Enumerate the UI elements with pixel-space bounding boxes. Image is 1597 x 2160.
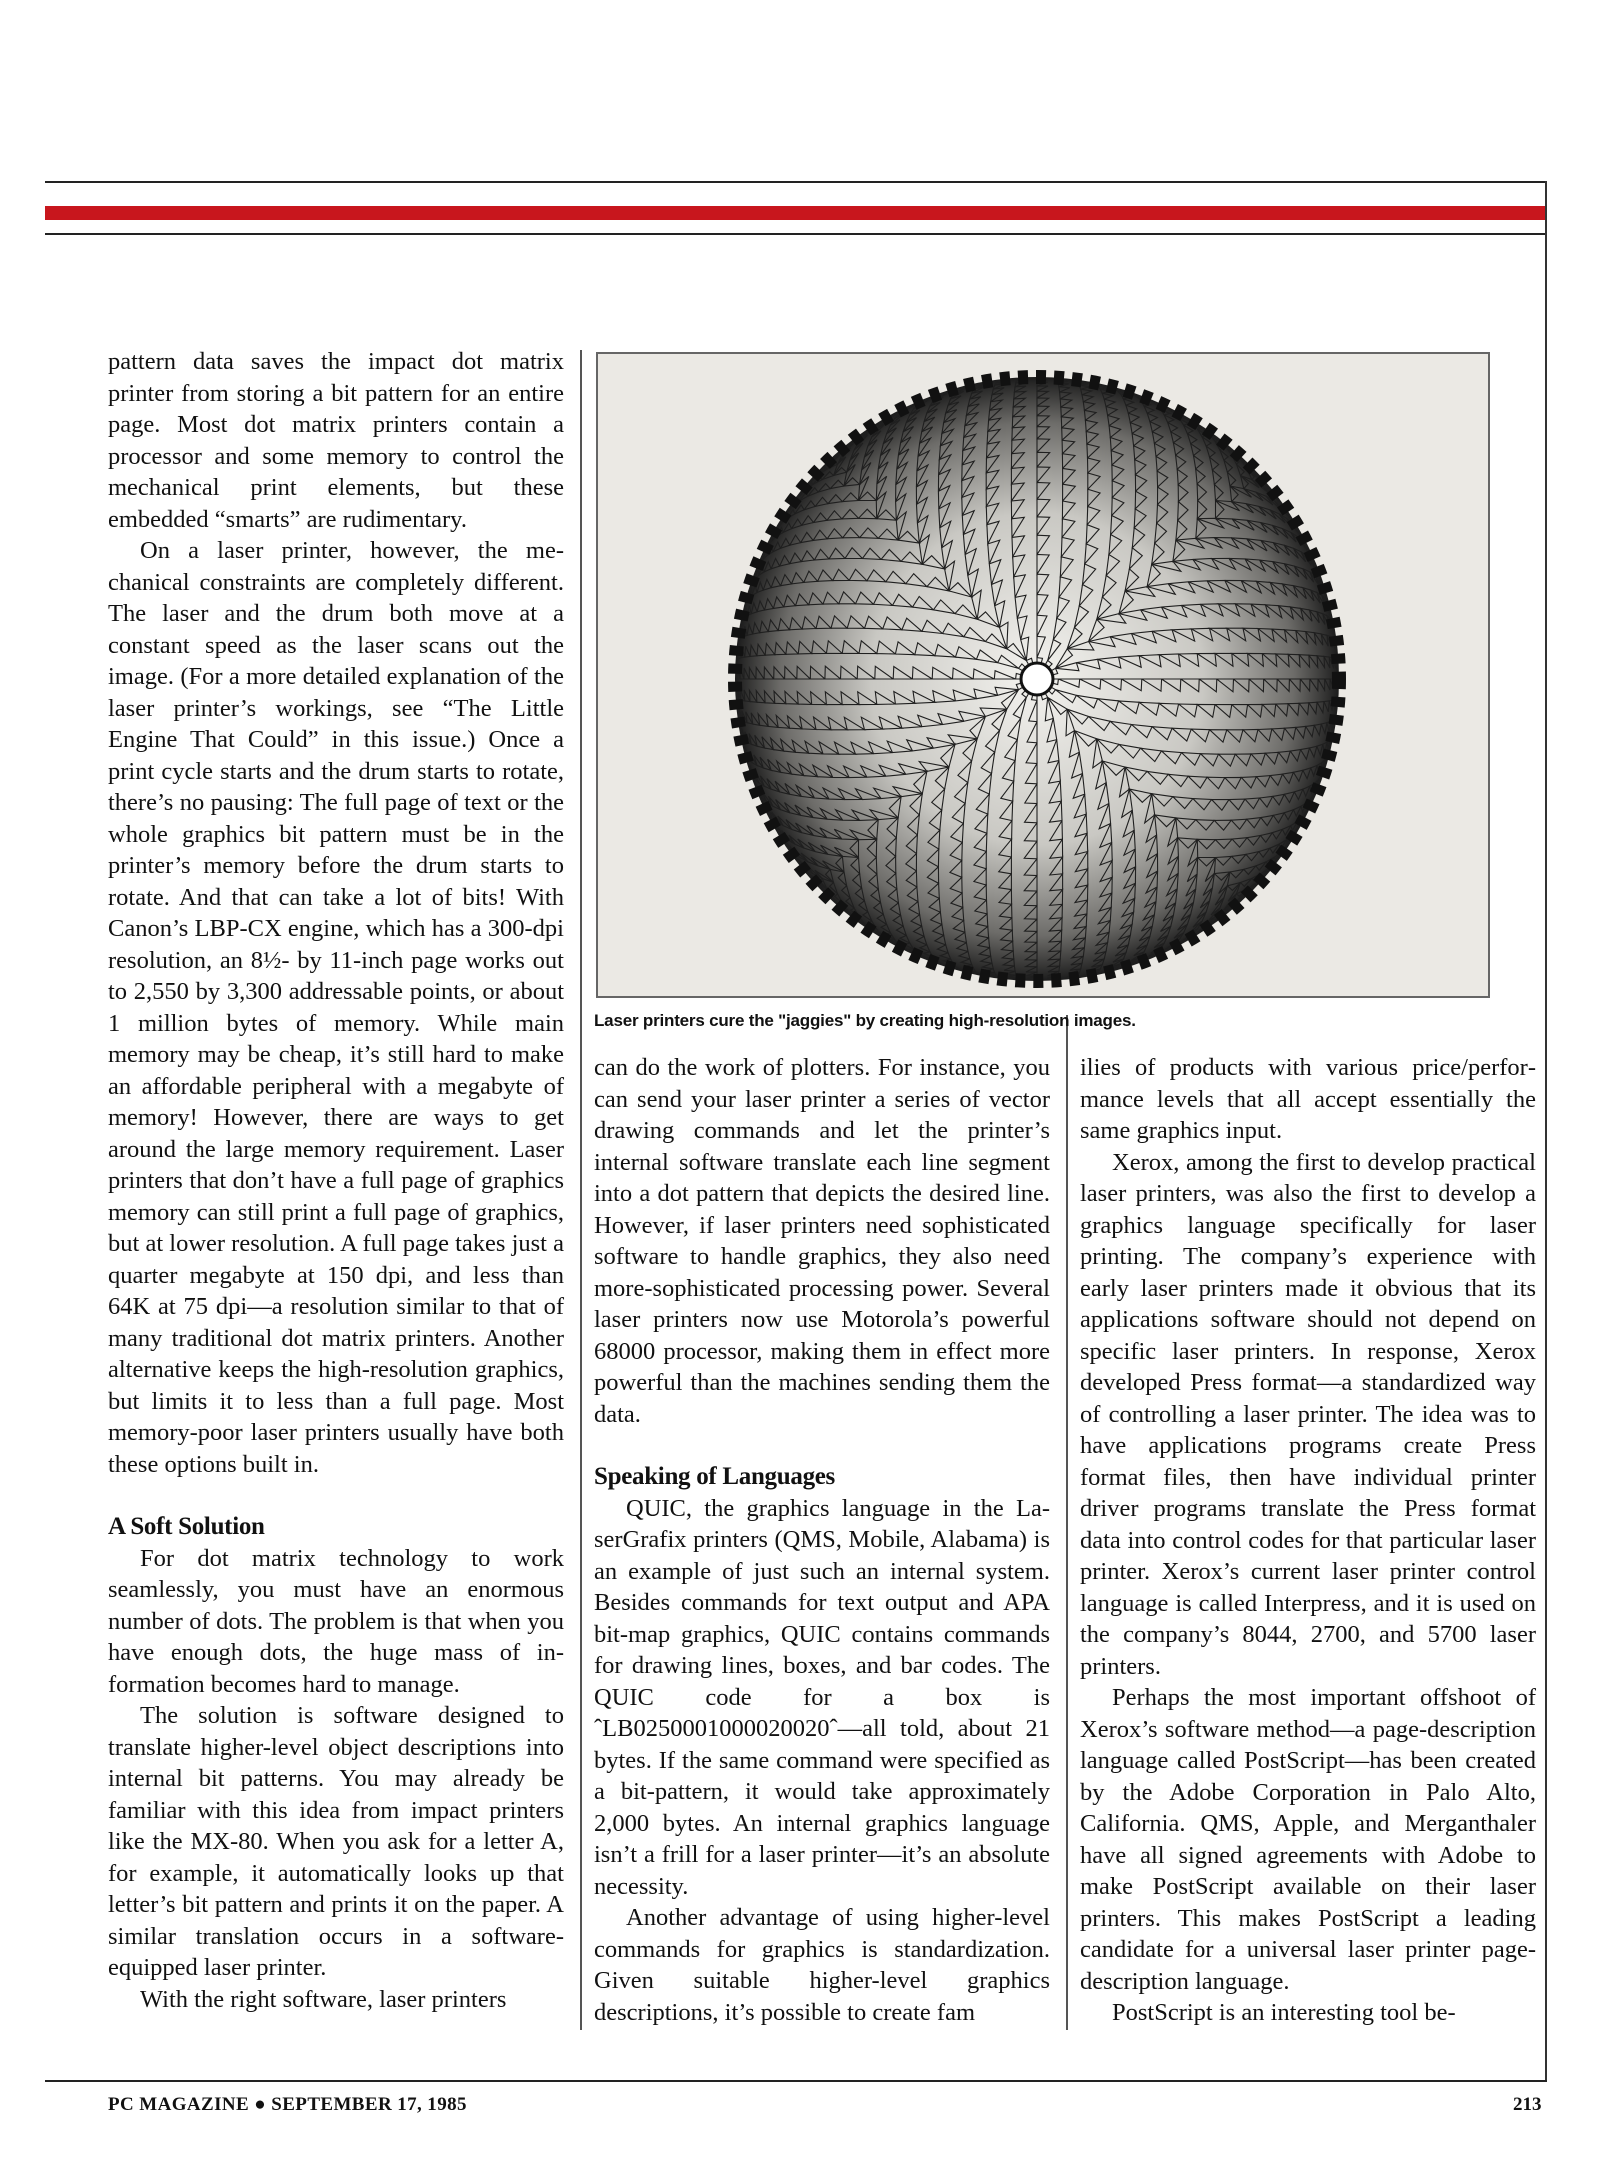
paragraph: For dot matrix technology to work seamlessly, you must have an enormous number of dots. The problem is that when you have enough dots, the huge mass of information becomes hard to manage. <box>108 1544 564 1698</box>
article-column-3 <box>1080 1052 1536 2029</box>
figure-caption: Laser printers cure the "jaggies" by creating high-resolution images. <box>594 1011 1136 1030</box>
paragraph: Xerox, among the first to develop practical laser printers, was also the first to develop a graphics language specifically for laser printing. The company’s experience with early laser printers made it obvious that its applications software should not depend on specific laser printers. In response, Xerox developed Press format—a standardized way of controlling a laser printer. The idea was to have applications programs create Press format files, then have individual printer driver programs translate the Press format data into control codes for that particular laser printer. Xerox’s current laser printer control language is called Interpress, and it is used on the company’s 8044, 2700, and 5700 laser printers. <box>1080 1148 1536 1680</box>
paragraph: On a laser printer, however, the mechanical constraints are completely different. The laser and the drum both move at a constant speed as the laser scans out the image. (For a more detailed explanation of the laser printer’s workings, see “The Little Engine That Could” in this issue.) Once a print cycle starts and the drum starts to rotate, there’s no pausing: The full page of text or the whole graphics bit pattern must be in the printer’s memory before the drum starts to rotate. And that can take a lot of bits! With Canon’s LBP-CX engine, which has a 300-dpi resolution, an 8½- by 11-inch page works out to 2,550 by 3,300 addressable points, or about 1 million bytes of memory. While main memory may be cheap, it’s still hard to make an affordable peripheral with a megabyte of memory! However, there are ways to get around the large memory requirement. Laser printers that don’t have a full page of graphics memory can still print a full page of graphics, but at lower resolution. A full page takes just a quarter megabyte at 150 dpi, and less than 64K at 75 dpi—a resolution similar to that of many traditional dot matrix printers. Another alternative keeps the high-resolution graphics, but limits it to less than a full page. Most memory-poor laser printers usually have both these options built in. <box>108 537 564 1478</box>
paragraph: With the right software, laser printers <box>140 1985 507 2013</box>
paragraph: pattern data saves the impact dot matrix printer from storing a bit pattern for an entire page. Most dot matrix printers contain a processor and some memory to control the mechanical print elements, but these embedded “smarts” are rudimentary. <box>108 348 564 533</box>
laser-printed-sphere-figure <box>596 352 1490 998</box>
right-border-line <box>1545 181 1547 2081</box>
paragraph: can do the work of plotters. For instance, you can send your laser printer a series of vector drawing commands and let the printer’s internal software translate each line segment into a dot pattern that depicts the desired line. However, if laser printers need sophisticated software to handle graphics, they also need more-sophisticated processing power. Several laser printers now use Motorola’s powerful 68000 processor, making them in effect more powerful than the machines sending them the data. <box>594 1054 1050 1428</box>
column-divider <box>580 350 582 2030</box>
section-heading-speaking-of-languages: Speaking of Languages <box>594 1463 835 1490</box>
article-column-2 <box>594 1052 1050 2028</box>
column-divider <box>1066 1015 1068 2030</box>
top-rule <box>45 181 1547 183</box>
red-header-band <box>45 206 1547 220</box>
paragraph: Another advantage of using higher-level commands for graphics is standardization. Given suitable higher-level graphics descriptions, it’s possible to create fam <box>594 1904 1050 2026</box>
paragraph: QUIC, the graphics language in the LaserGrafix printers (QMS, Mobile, Alabama) is an example of just such an internal system. Besides commands for text output and APA bit-map graphics, QUIC contains commands for drawing lines, boxes, and bar codes. The QUIC code for a box is ˆLB0250001000020020ˆ—all told, about 21 bytes. If the same command were specified as a bit-pattern, it would take approximately 2,000 bytes. An internal graphics language isn’t a frill for a laser printer—it’s an absolute necessity. <box>594 1494 1050 1900</box>
sphere-center-hole <box>1021 663 1053 695</box>
footer-publication: PC MAGAZINE ● SEPTEMBER 17, 1985 <box>108 2094 467 2115</box>
paragraph: The solution is software designed to translate higher-level object descriptions into internal bit patterns. You may already be familiar with this idea from impact printers like the MX-80. When you ask for a letter A, for example, it automatically looks up that letter’s bit pattern and prints it on the paper. A similar translation occurs in a software-equipped laser printer. <box>108 1702 564 1981</box>
paragraph: ilies of products with various price/performance levels that all accept essentially the same graphics input. <box>1080 1054 1536 1144</box>
sphere-image <box>598 354 1488 996</box>
page-number: 213 <box>1513 2094 1542 2115</box>
article-column-1 <box>108 346 564 2015</box>
paragraph: PostScript is an interesting tool be- <box>1112 1999 1456 2026</box>
header-underline <box>45 233 1547 235</box>
footer-rule <box>45 2080 1547 2082</box>
paragraph: Perhaps the most important offshoot of Xerox’s software method—a page-description language called PostScript—has been created by the Adobe Corporation in Palo Alto, California. QMS, Apple, and Merganthaler have all signed agreements with Adobe to make PostScript available on their laser printers. This makes PostScript a leading candidate for a universal laser printer page-description language. <box>1080 1684 1536 1995</box>
section-heading-soft-solution: A Soft Solution <box>108 1513 265 1540</box>
